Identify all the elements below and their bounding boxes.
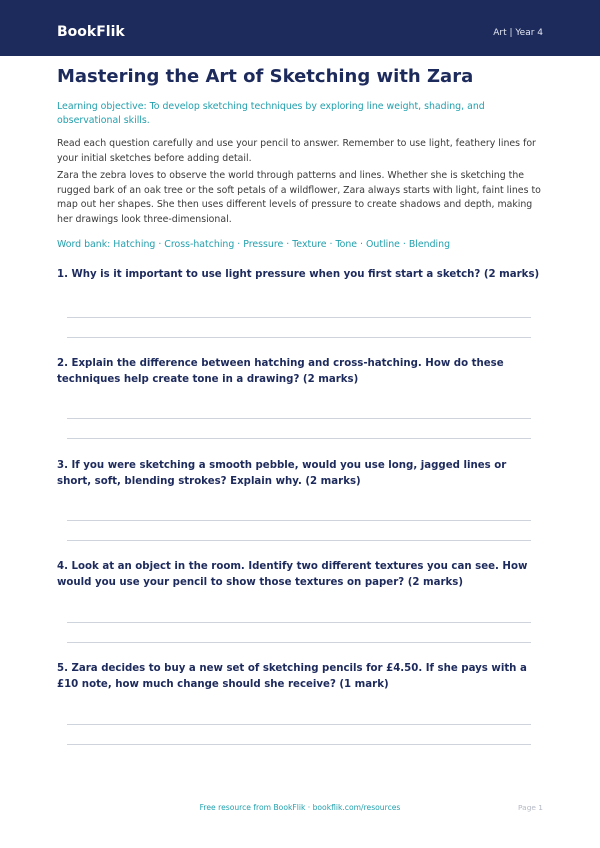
question-2: 2. Explain the difference between hatching and cross-hatching. How do these techniques help create tone in a drawing? (2 marks)	[57, 358, 504, 385]
story-paragraph: Zara the zebra loves to observe the world through patterns and lines. Whether she is sketching the rugged bark of an oak tree or the soft petals of a wildflower, Zara always starts with light, faint lines to map out her shapes. She then uses different levels of pressure to create shadows and depth, making her drawings look three-dimensional.	[57, 170, 541, 225]
page-number: Page 1	[518, 803, 543, 812]
answer-line-2b[interactable]	[67, 438, 531, 439]
answer-line-1a[interactable]	[67, 317, 531, 318]
word-bank: Word bank: Hatching · Cross-hatching · Pressure · Texture · Tone · Outline · Blending	[57, 239, 451, 250]
page-header	[0, 0, 600, 56]
answer-line-2a[interactable]	[67, 418, 531, 419]
learning-objective: Learning objective: To develop sketching techniques by exploring line weight, shading, and observational skills.	[57, 101, 485, 126]
question-3: 3. If you were sketching a smooth pebble, would you use long, jagged lines or short, soft, blending strokes? Explain why. (2 marks)	[57, 460, 507, 487]
answer-line-1b[interactable]	[67, 337, 531, 338]
question-1: 1. Why is it important to use light pressure when you first start a sketch? (2 marks)	[57, 269, 540, 280]
question-4: 4. Look at an object in the room. Identify two different textures you can see. How would you use your pencil to show those textures on paper? (2 marks)	[57, 561, 528, 588]
answer-line-3b[interactable]	[67, 540, 531, 541]
footer-resource-link[interactable]: Free resource from BookFlik · bookflik.com/resources	[199, 803, 401, 812]
answer-line-4a[interactable]	[67, 622, 531, 623]
answer-line-3a[interactable]	[67, 520, 531, 521]
worksheet-title: Mastering the Art of Sketching with Zara	[57, 66, 474, 87]
answer-line-5b[interactable]	[67, 744, 531, 745]
brand-logo[interactable]: BookFlik	[57, 24, 125, 40]
question-5: 5. Zara decides to buy a new set of sketching pencils for £4.50. If she pays with a £10 note, how much change should she receive? (1 mark)	[57, 663, 527, 690]
instructions-paragraph: Read each question carefully and use your pencil to answer. Remember to use light, feathery lines for your initial sketches before adding detail.	[57, 138, 536, 164]
subject-year-label: Art | Year 4	[493, 28, 543, 38]
answer-line-5a[interactable]	[67, 724, 531, 725]
answer-line-4b[interactable]	[67, 642, 531, 643]
